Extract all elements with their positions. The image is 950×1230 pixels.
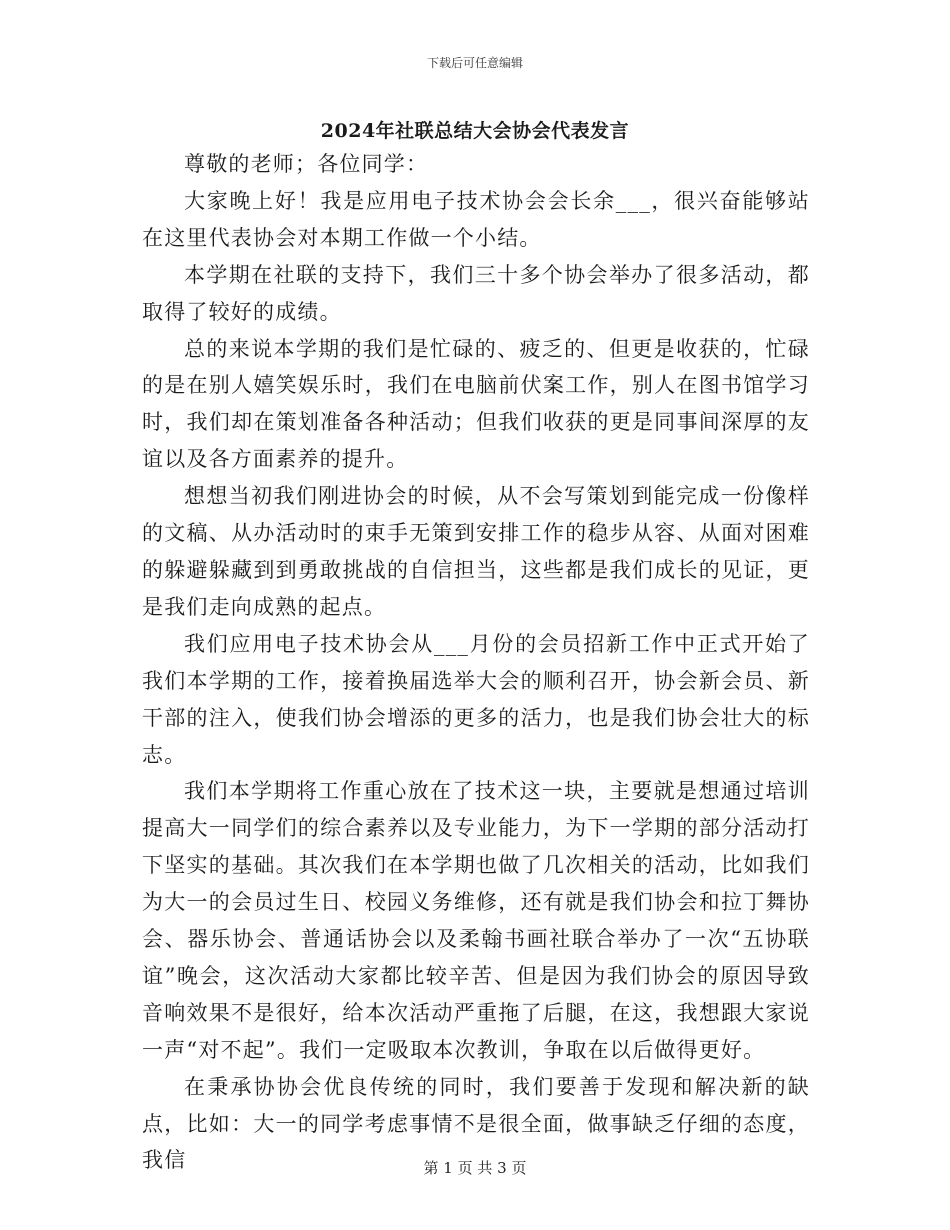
paragraph: 我们本学期将工作重心放在了技术这一块，主要就是想通过培训提高大一同学们的综合素养以及专业能力，为下一学期的部分活动打下坚实的基础。其次我们在本学期也做了几次相关的活动，比如我们为大一的会员过生日、校园义务维修，还有就是我们协会和拉丁舞协会、器乐协会、普通话协会以及柔翰书画社联合举办了一次“五协联谊”晚会，这次活动大家都比较辛苦、但是因为我们协会的原因导致音响效果不是很好，给本次活动严重拖了后腿，在这，我想跟大家说一声“对不起”。我们一定吸取本次教训，争取在以后做得更好。 (142, 779, 810, 1062)
document-body (142, 146, 810, 1179)
paragraph: 本学期在社联的支持下，我们三十多个协会举办了很多活动，都取得了较好的成绩。 (142, 262, 810, 324)
page-number: 第 1 页 共 3 页 (423, 1159, 527, 1177)
paragraph: 我们应用电子技术协会从___月份的会员招新工作中正式开始了我们本学期的工作，接着换届选举大会的顺利召开，协会新会员、新干部的注入，使我们协会增添的更多的活力，也是我们协会壮大的标志。 (142, 631, 810, 767)
header-note: 下载后可任意编辑 (426, 56, 523, 70)
document-title: 2024年社联总结大会协会代表发言 (320, 120, 630, 142)
paragraph-greeting: 尊敬的老师；各位同学： (184, 152, 429, 176)
paragraph: 大家晚上好！我是应用电子技术协会会长余___，很兴奋能够站在这里代表协会对本期工作做一个小结。 (142, 188, 810, 250)
paragraph: 在秉承协协会优良传统的同时，我们要善于发现和解决新的缺点，比如：大一的同学考虑事情不是很全面，做事缺乏仔细的态度，我信 (142, 1074, 810, 1173)
paragraph: 想想当初我们刚进协会的时候，从不会写策划到能完成一份像样的文稿、从办活动时的束手无策到安排工作的稳步从容、从面对困难的躲避躲藏到到勇敢挑战的自信担当，这些都是我们成长的见证，更是我们走向成熟的起点。 (142, 484, 810, 619)
paragraph: 总的来说本学期的我们是忙碌的、疲乏的、但更是收获的，忙碌的是在别人嬉笑娱乐时，我们在电脑前伏案工作，别人在图书馆学习时，我们却在策划准备各种活动；但我们收获的更是同事间深厚的友谊以及各方面素养的提升。 (142, 336, 810, 472)
